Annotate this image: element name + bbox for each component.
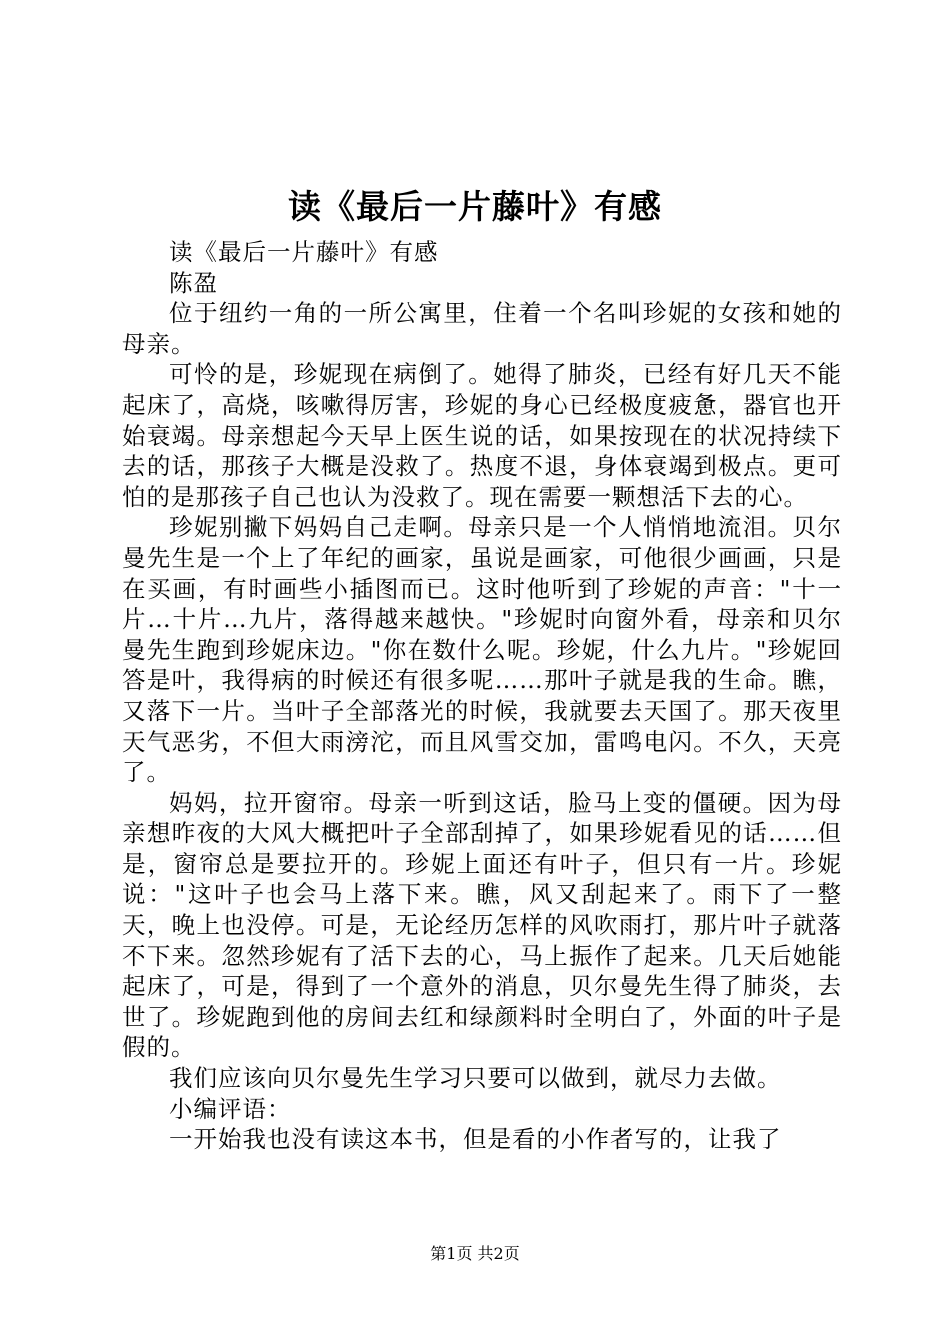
paragraph-3: 珍妮别撇下妈妈自己走啊。母亲只是一个人悄悄地流泪。贝尔曼先生是一个上了年纪的画家，虽说是画家，可他很少画画，只是在买画，有时画些小插图而已。这时他听到了珍妮的声音："十一片…十片…九片，落得越来越快。"珍妮时向窗外看，母亲和贝尔曼先生跑到珍妮床边。"你在数什么呢。珍妮，什么九片。"珍妮回答是叶，我得病的时候还有很多呢……那叶子就是我的生命。瞧，又落下一片。当叶子全部落光的时候，我就要去天国了。那天夜里天气恶劣，不但大雨滂沱，而且风雪交加，雷鸣电闪。不久，天亮了。	[122, 513, 842, 787]
paragraph-editor-label: 小编评语：	[169, 1094, 292, 1123]
paragraph-editor-comment: 一开始我也没有读这本书，但是看的小作者写的，让我了	[169, 1125, 782, 1154]
paragraph-5: 我们应该向贝尔曼先生学习只要可以做到，就尽力去做。	[169, 1064, 782, 1093]
paragraph-author: 陈盈	[169, 268, 218, 297]
paragraph-1: 位于纽约一角的一所公寓里，住着一个名叫珍妮的女孩和她的母亲。	[122, 299, 842, 358]
document-title: 读《最后一片藤叶》有感	[288, 187, 662, 226]
page-number-footer: 第1页 共2页	[430, 1244, 520, 1263]
paragraph-4: 妈妈，拉开窗帘。母亲一听到这话，脸马上变的僵硬。因为母亲想昨夜的大风大概把叶子全部刮掉了，如果珍妮看见的话……但是，窗帘总是要拉开的。珍妮上面还有叶子，但只有一片。珍妮说："这叶子也会马上落下来。瞧，风又刮起来了。雨下了一整天，晚上也没停。可是，无论经历怎样的风吹雨打，那片叶子就落不下来。忽然珍妮有了活下去的心，马上振作了起来。几天后她能起床了，可是，得到了一个意外的消息，贝尔曼先生得了肺炎，去世了。珍妮跑到他的房间去红和绿颜料时全明白了，外面的叶子是假的。	[122, 788, 842, 1062]
paragraph-2: 可怜的是，珍妮现在病倒了。她得了肺炎，已经有好几天不能起床了，高烧，咳嗽得厉害，珍妮的身心已经极度疲惫，器官也开始衰竭。母亲想起今天早上医生说的话，如果按现在的状况持续下去的话，那孩子大概是没救了。热度不退，身体衰竭到极点。更可怕的是那孩子自己也认为没救了。现在需要一颗想活下去的心。	[122, 360, 842, 511]
paragraph-subtitle: 读《最后一片藤叶》有感	[169, 238, 439, 266]
document-body	[122, 237, 842, 1155]
